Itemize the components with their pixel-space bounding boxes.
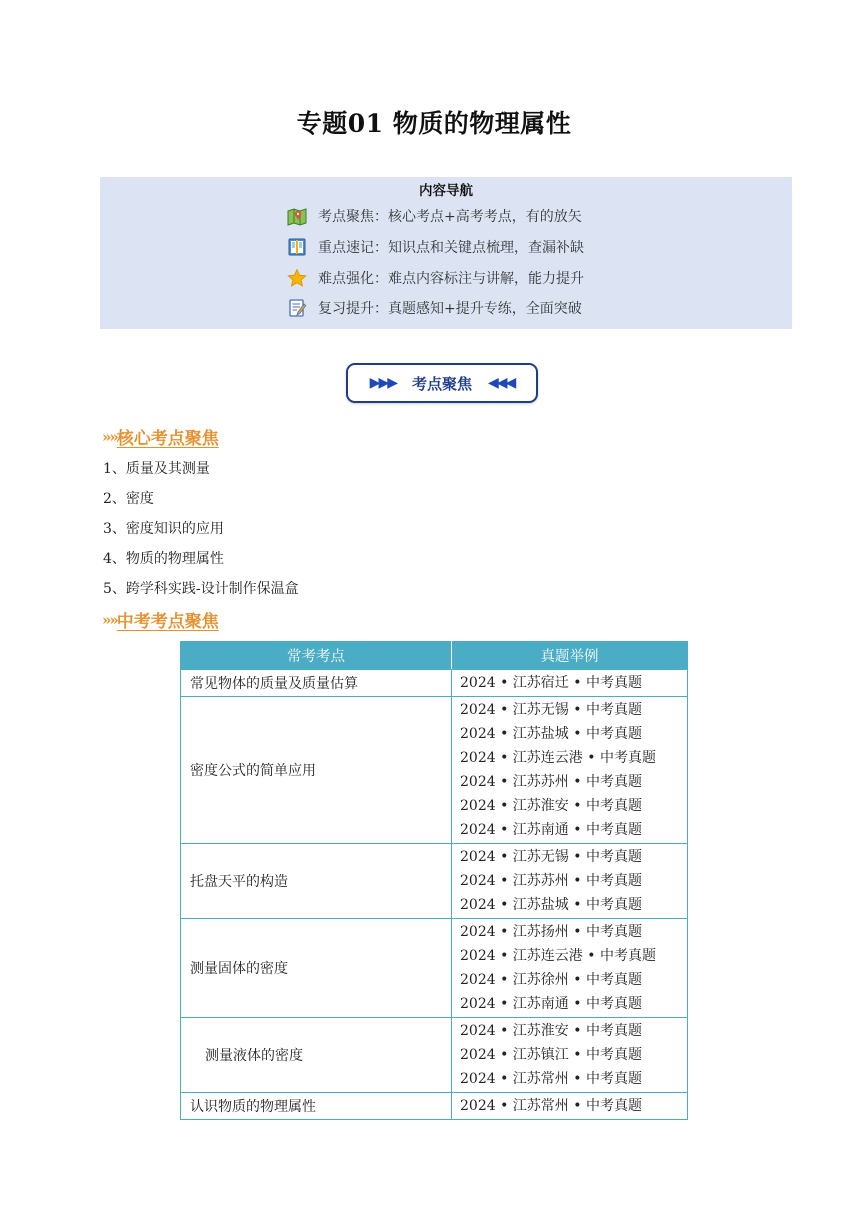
nav-item-zhongdian bbox=[286, 236, 584, 258]
example-entry: 2024 • 江苏连云港 • 中考真题 bbox=[460, 948, 656, 964]
nav-item-text: 重点速记：知识点和关键点梳理，查漏补缺 bbox=[318, 240, 584, 256]
example-entry: 2024 • 江苏镇江 • 中考真题 bbox=[460, 1047, 642, 1063]
double-chevron-icon: » bbox=[102, 427, 108, 446]
section-heading-label: 核心考点聚焦 bbox=[116, 429, 219, 449]
nav-item-fuxi bbox=[286, 297, 582, 319]
star-icon bbox=[286, 268, 308, 288]
example-entry: 2024 • 江苏南通 • 中考真题 bbox=[460, 822, 642, 838]
topic-cell: 测量固体的密度 bbox=[181, 919, 452, 1018]
example-entry: 2024 • 江苏无锡 • 中考真题 bbox=[460, 702, 642, 718]
banner-label: 考点聚焦 bbox=[411, 374, 472, 393]
kaodian-banner bbox=[346, 363, 538, 403]
column-header-topic: 常考考点 bbox=[181, 642, 452, 670]
nav-item-text: 复习提升：真题感知+提升专练，全面突破 bbox=[318, 301, 582, 317]
table-row bbox=[181, 697, 688, 844]
example-entry: 2024 • 江苏淮安 • 中考真题 bbox=[460, 798, 642, 814]
section-heading-label: 中考考点聚焦 bbox=[116, 612, 219, 632]
examples-cell bbox=[452, 844, 688, 919]
topic-cell: 认识物质的物理属性 bbox=[181, 1093, 452, 1120]
topic-cell: 常见物体的质量及质量估算 bbox=[181, 670, 452, 697]
list-item: 3、密度知识的应用 bbox=[103, 521, 224, 537]
nav-heading: 内容导航 bbox=[419, 183, 473, 199]
nav-item-text: 考点聚焦：核心考点+高考考点，有的放矢 bbox=[318, 209, 582, 225]
table-row bbox=[181, 1093, 688, 1120]
example-entry: 2024 • 江苏无锡 • 中考真题 bbox=[460, 849, 642, 865]
example-entry: 2024 • 江苏盐城 • 中考真题 bbox=[460, 726, 642, 742]
content-navigation-box bbox=[100, 177, 792, 329]
examples-cell bbox=[452, 670, 688, 697]
core-section-heading bbox=[102, 424, 219, 449]
exam-topics-table bbox=[180, 641, 688, 1120]
list-item: 1、质量及其测量 bbox=[103, 461, 210, 477]
example-entry: 2024 • 江苏连云港 • 中考真题 bbox=[460, 750, 656, 766]
nav-item-nandian bbox=[286, 267, 584, 289]
examples-cell bbox=[452, 919, 688, 1018]
list-item: 4、物质的物理属性 bbox=[103, 551, 224, 567]
edit-icon bbox=[286, 298, 308, 318]
example-entry: 2024 • 江苏徐州 • 中考真题 bbox=[460, 972, 642, 988]
example-entry: 2024 • 江苏盐城 • 中考真题 bbox=[460, 897, 642, 913]
example-entry: 2024 • 江苏扬州 • 中考真题 bbox=[460, 924, 642, 940]
double-chevron-icon: » bbox=[102, 610, 108, 629]
examples-cell bbox=[452, 1018, 688, 1093]
list-item: 2、密度 bbox=[103, 491, 154, 507]
table-row bbox=[181, 1018, 688, 1093]
example-entry: 2024 • 江苏南通 • 中考真题 bbox=[460, 996, 642, 1012]
nav-item-text: 难点强化：难点内容标注与讲解，能力提升 bbox=[318, 271, 584, 287]
exam-section-heading bbox=[102, 607, 219, 632]
table-body bbox=[181, 670, 688, 1120]
topic-cell: 托盘天平的构造 bbox=[181, 844, 452, 919]
table-header-row bbox=[181, 642, 688, 670]
banner-left-arrows: ▶▶▶ bbox=[369, 375, 396, 391]
banner-right-arrows: ◀◀◀ bbox=[488, 375, 515, 391]
book-icon bbox=[286, 237, 308, 257]
example-entry: 2024 • 江苏常州 • 中考真题 bbox=[460, 1098, 642, 1114]
examples-cell bbox=[452, 697, 688, 844]
example-entry: 2024 • 江苏苏州 • 中考真题 bbox=[460, 774, 642, 790]
double-chevron-icon: » bbox=[109, 610, 115, 629]
map-icon bbox=[286, 206, 308, 226]
examples-cell bbox=[452, 1093, 688, 1120]
example-entry: 2024 • 江苏苏州 • 中考真题 bbox=[460, 873, 642, 889]
nav-item-kaodian bbox=[286, 205, 582, 227]
topic-cell: 密度公式的简单应用 bbox=[181, 697, 452, 844]
example-entry: 2024 • 江苏淮安 • 中考真题 bbox=[460, 1023, 642, 1039]
page-title: 专题01 物质的物理属性 bbox=[296, 109, 572, 138]
example-entry: 2024 • 江苏常州 • 中考真题 bbox=[460, 1071, 642, 1087]
topic-cell: 测量液体的密度 bbox=[181, 1018, 452, 1093]
column-header-examples: 真题举例 bbox=[452, 642, 688, 670]
example-entry: 2024 • 江苏宿迁 • 中考真题 bbox=[460, 675, 642, 691]
table-row bbox=[181, 919, 688, 1018]
double-chevron-icon: » bbox=[109, 427, 115, 446]
table-row bbox=[181, 844, 688, 919]
table-row bbox=[181, 670, 688, 697]
list-item: 5、跨学科实践-设计制作保温盒 bbox=[103, 581, 299, 597]
